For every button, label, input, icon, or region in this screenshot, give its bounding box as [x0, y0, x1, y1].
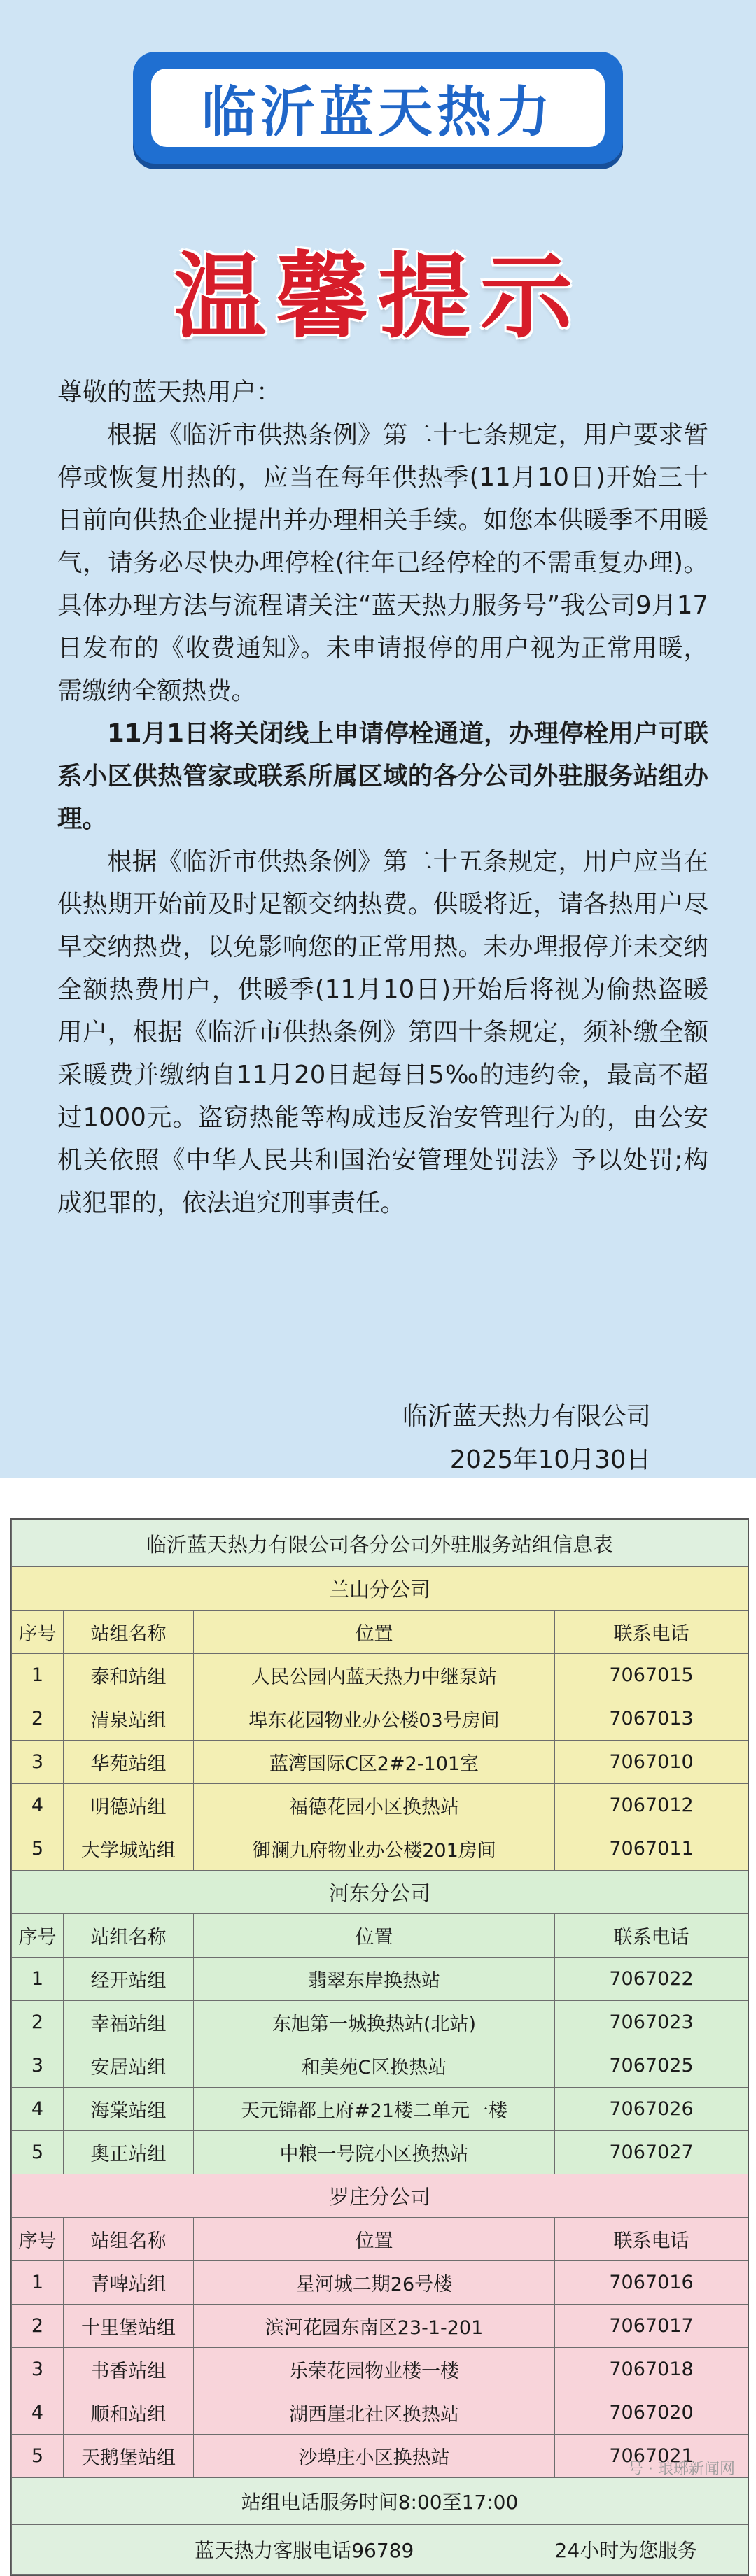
branch-name: 罗庄分公司: [12, 2174, 748, 2218]
row-index: 3: [12, 1741, 64, 1784]
station-location: 埠东花园物业办公楼03号房间: [194, 1697, 555, 1741]
station-name: 清泉站组: [64, 1697, 194, 1741]
table-row: [12, 2348, 748, 2391]
notice-body: [57, 371, 708, 1224]
station-phone: 7067011: [555, 1827, 748, 1871]
station-phone: 7067021: [555, 2435, 748, 2478]
column-header-row: [12, 2218, 748, 2261]
table-row: [12, 2131, 748, 2174]
station-location: 沙埠庄小区换热站: [194, 2435, 555, 2478]
col-location-header: 位置: [194, 2218, 555, 2261]
branch-header-row: [12, 2174, 748, 2218]
table-row: [12, 2261, 748, 2305]
station-name: 青啤站组: [64, 2261, 194, 2305]
station-name: 十里堡站组: [64, 2305, 194, 2348]
station-name: 安居站组: [64, 2044, 194, 2088]
row-index: 1: [12, 1654, 64, 1697]
station-phone: 7067016: [555, 2261, 748, 2305]
col-location-header: 位置: [194, 1914, 555, 1958]
col-phone-header: 联系电话: [555, 2218, 748, 2261]
station-location: 福德花园小区换热站: [194, 1784, 555, 1827]
headline: 温馨提示: [174, 243, 582, 351]
station-phone: 7067020: [555, 2391, 748, 2435]
col-index-header: 序号: [12, 1611, 64, 1654]
title-banner: [133, 52, 623, 164]
row-index: 3: [12, 2348, 64, 2391]
station-phone: 7067023: [555, 2001, 748, 2044]
signature: [402, 1395, 651, 1482]
table-row: [12, 1741, 748, 1784]
station-location: 翡翠东岸换热站: [194, 1958, 555, 2001]
branch-header-row: [12, 1871, 748, 1914]
station-location: 星河城二期26号楼: [194, 2261, 555, 2305]
station-location: 湖西崖北社区换热站: [194, 2391, 555, 2435]
column-header-row: [12, 1611, 748, 1654]
station-info-table: [10, 1518, 749, 2576]
row-index: 5: [12, 1827, 64, 1871]
station-phone: 7067015: [555, 1654, 748, 1697]
station-phone: 7067010: [555, 1741, 748, 1784]
station-location: 天元锦都上府#21楼二单元一楼: [194, 2088, 555, 2131]
notice-date: 2025年10月30日: [449, 1445, 651, 1474]
watermark: 号 · 琅琊新闻网: [628, 2461, 735, 2478]
table-row: [12, 2001, 748, 2044]
station-phone: 7067025: [555, 2044, 748, 2088]
col-station-name-header: 站组名称: [64, 1611, 194, 1654]
station-name: 海棠站组: [64, 2088, 194, 2131]
station-name: 顺和站组: [64, 2391, 194, 2435]
branch-name: 河东分公司: [12, 1871, 748, 1914]
row-index: 2: [12, 2305, 64, 2348]
station-phone: 7067012: [555, 1784, 748, 1827]
service-hours-row: [12, 2478, 748, 2525]
table-row: [12, 1784, 748, 1827]
station-location: 和美苑C区换热站: [194, 2044, 555, 2088]
table-row: [12, 2088, 748, 2131]
column-header-row: [12, 1914, 748, 1958]
col-phone-header: 联系电话: [555, 1914, 748, 1958]
station-location: 乐荣花园物业楼一楼: [194, 2348, 555, 2391]
station-location: 滨河花园东南区23-1-201: [194, 2305, 555, 2348]
station-phone: 7067022: [555, 1958, 748, 2001]
station-name: 泰和站组: [64, 1654, 194, 1697]
station-location: 人民公园内蓝天热力中继泵站: [194, 1654, 555, 1697]
station-location: 御澜九府物业办公楼201房间: [194, 1827, 555, 1871]
station-phone: 7067017: [555, 2305, 748, 2348]
paragraph-3: 根据《临沂市供热条例》第二十五条规定，用户应当在供热期开始前及时足额交纳热费。供暖将近，请各热用户尽早交纳热费，以免影响您的正常用热。未办理报停并未交纳全额热费用户，供暖季(11月10日)开始后将视为偷热盗暖用户，根据《临沂市供热条例》第四十条规定，须补缴全额采暖费并缴纳自11月20日起每日5‰的违约金，最高不超过1000元。盗窃热能等构成违反治安管理行为的，由公安机关依照《中华人民共和国治安管理处罚法》予以处罚;构成犯罪的，依法追究刑事责任。: [57, 847, 708, 1217]
hotline-row: [12, 2525, 748, 2575]
station-table: [11, 1520, 748, 2575]
paragraph-1: 根据《临沂市供热条例》第二十七条规定，用户要求暂停或恢复用热的，应当在每年供热季(11月10日)开始三十日前向供热企业提出并办理相关手续。如您本供暖季不用暖气，请务必尽快办理停栓(往年已经停栓的不需重复办理)。具体办理方法与流程请关注“蓝天热力服务号”我公司9月17日发布的《收费通知》。未申请报停的用户视为正常用暖，需缴纳全额热费。: [57, 420, 708, 705]
col-phone-header: 联系电话: [555, 1611, 748, 1654]
station-location: 蓝湾国际C区2#2-101室: [194, 1741, 555, 1784]
station-phone: 7067013: [555, 1697, 748, 1741]
station-phone: 7067027: [555, 2131, 748, 2174]
col-station-name-header: 站组名称: [64, 2218, 194, 2261]
col-station-name-header: 站组名称: [64, 1914, 194, 1958]
station-name: 天鹅堡站组: [64, 2435, 194, 2478]
table-row: [12, 1827, 748, 1871]
banner-title: 临沂蓝天热力: [201, 81, 554, 144]
station-phone: 7067026: [555, 2088, 748, 2131]
greeting: 尊敬的蓝天热用户：: [57, 378, 281, 406]
service-hours: 站组电话服务时间8:00至17:00: [12, 2478, 748, 2525]
table-row: [12, 1958, 748, 2001]
title-banner-inner: [151, 69, 605, 147]
table-title-row: [12, 1520, 748, 1567]
table-title: 临沂蓝天热力有限公司各分公司外驻服务站组信息表: [12, 1520, 748, 1567]
branch-name: 兰山分公司: [12, 1567, 748, 1611]
table-row: [12, 2391, 748, 2435]
station-location: 东旭第一城换热站(北站): [194, 2001, 555, 2044]
row-index: 1: [12, 1958, 64, 2001]
station-name: 奥正站组: [64, 2131, 194, 2174]
col-index-header: 序号: [12, 1914, 64, 1958]
table-row: [12, 2044, 748, 2088]
col-location-header: 位置: [194, 1611, 555, 1654]
table-row: [12, 1654, 748, 1697]
row-index: 3: [12, 2044, 64, 2088]
company-name: 临沂蓝天热力有限公司: [402, 1402, 651, 1431]
station-phone: 7067018: [555, 2348, 748, 2391]
row-index: 5: [12, 2131, 64, 2174]
station-location: 中粮一号院小区换热站: [194, 2131, 555, 2174]
row-index: 2: [12, 1697, 64, 1741]
row-index: 4: [12, 2391, 64, 2435]
station-name: 经开站组: [64, 1958, 194, 2001]
station-name: 大学城站组: [64, 1827, 194, 1871]
station-name: 书香站组: [64, 2348, 194, 2391]
col-index-header: 序号: [12, 2218, 64, 2261]
table-row: [12, 2305, 748, 2348]
branch-header-row: [12, 1567, 748, 1611]
row-index: 4: [12, 2088, 64, 2131]
row-index: 4: [12, 1784, 64, 1827]
station-name: 幸福站组: [64, 2001, 194, 2044]
hotline: 蓝天热力客服电话96789: [12, 2525, 555, 2575]
hours-24: 24小时为您服务: [555, 2525, 748, 2575]
table-row: [12, 1697, 748, 1741]
row-index: 1: [12, 2261, 64, 2305]
station-name: 明德站组: [64, 1784, 194, 1827]
paragraph-2: 11月1日将关闭线上申请停栓通道，办理停栓用户可联系小区供热管家或联系所属区域的各分公司外驻服务站组办理。: [57, 719, 708, 833]
station-name: 华苑站组: [64, 1741, 194, 1784]
row-index: 5: [12, 2435, 64, 2478]
row-index: 2: [12, 2001, 64, 2044]
